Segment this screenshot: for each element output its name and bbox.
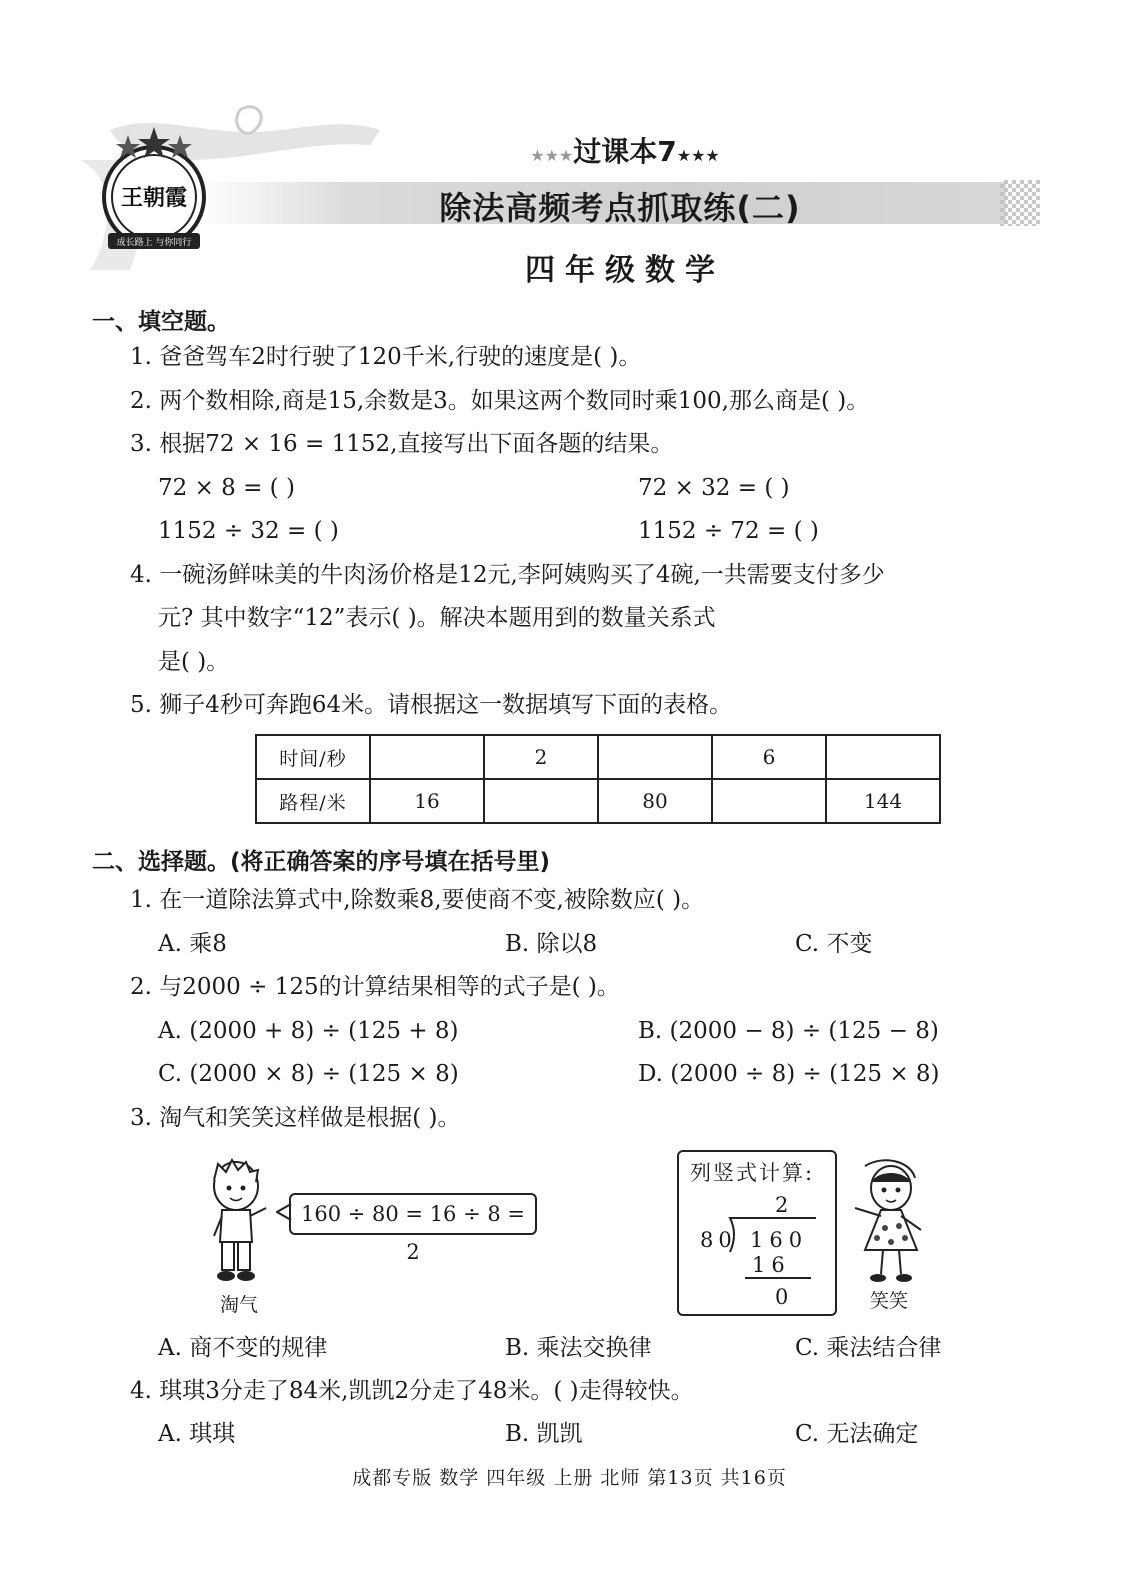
boy-illustration bbox=[200, 1158, 280, 1288]
option-a[interactable]: A. 商不变的规律 bbox=[158, 1335, 328, 1361]
question-2-4: 4. 琪琪3分走了84米,凯凯2分走了48米。( )走得较快。 bbox=[130, 1378, 694, 1404]
question-2-3: 3. 淘气和笑笑这样做是根据( )。 bbox=[130, 1105, 461, 1131]
option-c[interactable]: C. 无法确定 bbox=[795, 1421, 919, 1447]
page-title: 除法高频考点抓取练(二) bbox=[439, 189, 801, 227]
table-row bbox=[256, 735, 940, 779]
table-cell: 144 bbox=[826, 779, 940, 823]
table-cell: 16 bbox=[370, 779, 484, 823]
option-b[interactable]: B. (2000 − 8) ÷ (125 − 8) bbox=[638, 1018, 939, 1044]
speech-bubble: 160 ÷ 80 = 16 ÷ 8 = 2 bbox=[289, 1193, 537, 1235]
question-1-2: 2. 两个数相除,商是15,余数是3。如果这两个数同时乘100,那么商是( )。 bbox=[130, 388, 870, 414]
division-rule bbox=[745, 1277, 811, 1279]
girl-name: 笑笑 bbox=[870, 1290, 909, 1312]
table-cell: 80 bbox=[598, 779, 712, 823]
question-1-1: 1. 爸爸驾车2时行驶了120千米,行驶的速度是( )。 bbox=[130, 344, 642, 370]
q3-item-c: 1152 ÷ 32 = ( ) bbox=[158, 518, 339, 544]
stars-right: ★★★ bbox=[676, 146, 720, 165]
option-d[interactable]: D. (2000 ÷ 8) ÷ (125 × 8) bbox=[638, 1061, 940, 1087]
question-2-1: 1. 在一道除法算式中,除数乘8,要使商不变,被除数应( )。 bbox=[130, 887, 705, 913]
board-subtrahend: 16 bbox=[752, 1253, 791, 1277]
question-1-4-line1: 4. 一碗汤鲜味美的牛肉汤价格是12元,李阿姨购买了4碗,一共需要支付多少 bbox=[130, 562, 885, 588]
table-cell[interactable] bbox=[712, 779, 826, 823]
checker-decoration bbox=[1000, 180, 1040, 226]
option-c[interactable]: C. (2000 × 8) ÷ (125 × 8) bbox=[158, 1061, 459, 1087]
brand-logo-text: 王朝霞 bbox=[120, 185, 188, 211]
option-b[interactable]: B. 除以8 bbox=[505, 931, 598, 957]
girl-illustration bbox=[845, 1158, 935, 1286]
table-cell[interactable] bbox=[826, 735, 940, 779]
board-title: 列竖式计算: bbox=[690, 1161, 815, 1185]
lesson-label: ★★★过课本7★★★ bbox=[530, 135, 720, 168]
board-dividend: 160 bbox=[750, 1228, 809, 1252]
table-cell: 6 bbox=[712, 735, 826, 779]
boy-name: 淘气 bbox=[220, 1294, 259, 1316]
board-quotient: 2 bbox=[775, 1193, 789, 1217]
question-1-4-line3: 是( )。 bbox=[158, 649, 230, 675]
question-1-5: 5. 狮子4秒可奔跑64米。请根据这一数据填写下面的表格。 bbox=[130, 692, 733, 718]
option-b[interactable]: B. 凯凯 bbox=[505, 1421, 583, 1447]
question-2-2: 2. 与2000 ÷ 125的计算结果相等的式子是( )。 bbox=[130, 974, 620, 1000]
brand-slogan: 成长路上 与你同行 bbox=[116, 238, 192, 248]
option-c[interactable]: C. 不变 bbox=[795, 931, 873, 957]
table-cell[interactable] bbox=[598, 735, 712, 779]
option-a[interactable]: A. 乘8 bbox=[158, 931, 227, 957]
q3-item-d: 1152 ÷ 72 = ( ) bbox=[638, 518, 819, 544]
question-1-3: 3. 根据72 × 16 = 1152,直接写出下面各题的结果。 bbox=[130, 431, 674, 457]
question-1-4-line2: 元? 其中数字“12”表示( )。解决本题用到的数量关系式 bbox=[158, 605, 716, 631]
table-cell: 路程/米 bbox=[256, 779, 370, 823]
stars-left: ★★★ bbox=[530, 146, 574, 165]
grade-subject: 四年级数学 bbox=[525, 253, 725, 288]
q3-item-b: 72 × 32 = ( ) bbox=[638, 475, 790, 501]
board-remainder: 0 bbox=[775, 1285, 789, 1309]
table-row bbox=[256, 779, 940, 823]
section1-heading: 一、填空题。 bbox=[92, 309, 230, 335]
speed-table bbox=[255, 734, 941, 824]
table-cell: 2 bbox=[484, 735, 598, 779]
q3-item-a: 72 × 8 = ( ) bbox=[158, 475, 295, 501]
option-a[interactable]: A. (2000 + 8) ÷ (125 + 8) bbox=[158, 1018, 459, 1044]
option-c[interactable]: C. 乘法结合律 bbox=[795, 1335, 942, 1361]
board-divisor: 80 bbox=[700, 1228, 737, 1252]
option-a[interactable]: A. 琪琪 bbox=[158, 1421, 236, 1447]
table-cell[interactable] bbox=[484, 779, 598, 823]
table-cell: 时间/秒 bbox=[256, 735, 370, 779]
section2-heading: 二、选择题。(将正确答案的序号填在括号里) bbox=[92, 849, 551, 875]
page-footer: 成都专版 数学 四年级 上册 北师 第13页 共16页 bbox=[352, 1467, 787, 1489]
option-b[interactable]: B. 乘法交换律 bbox=[505, 1335, 652, 1361]
table-cell[interactable] bbox=[370, 735, 484, 779]
brand-logo bbox=[98, 125, 210, 255]
